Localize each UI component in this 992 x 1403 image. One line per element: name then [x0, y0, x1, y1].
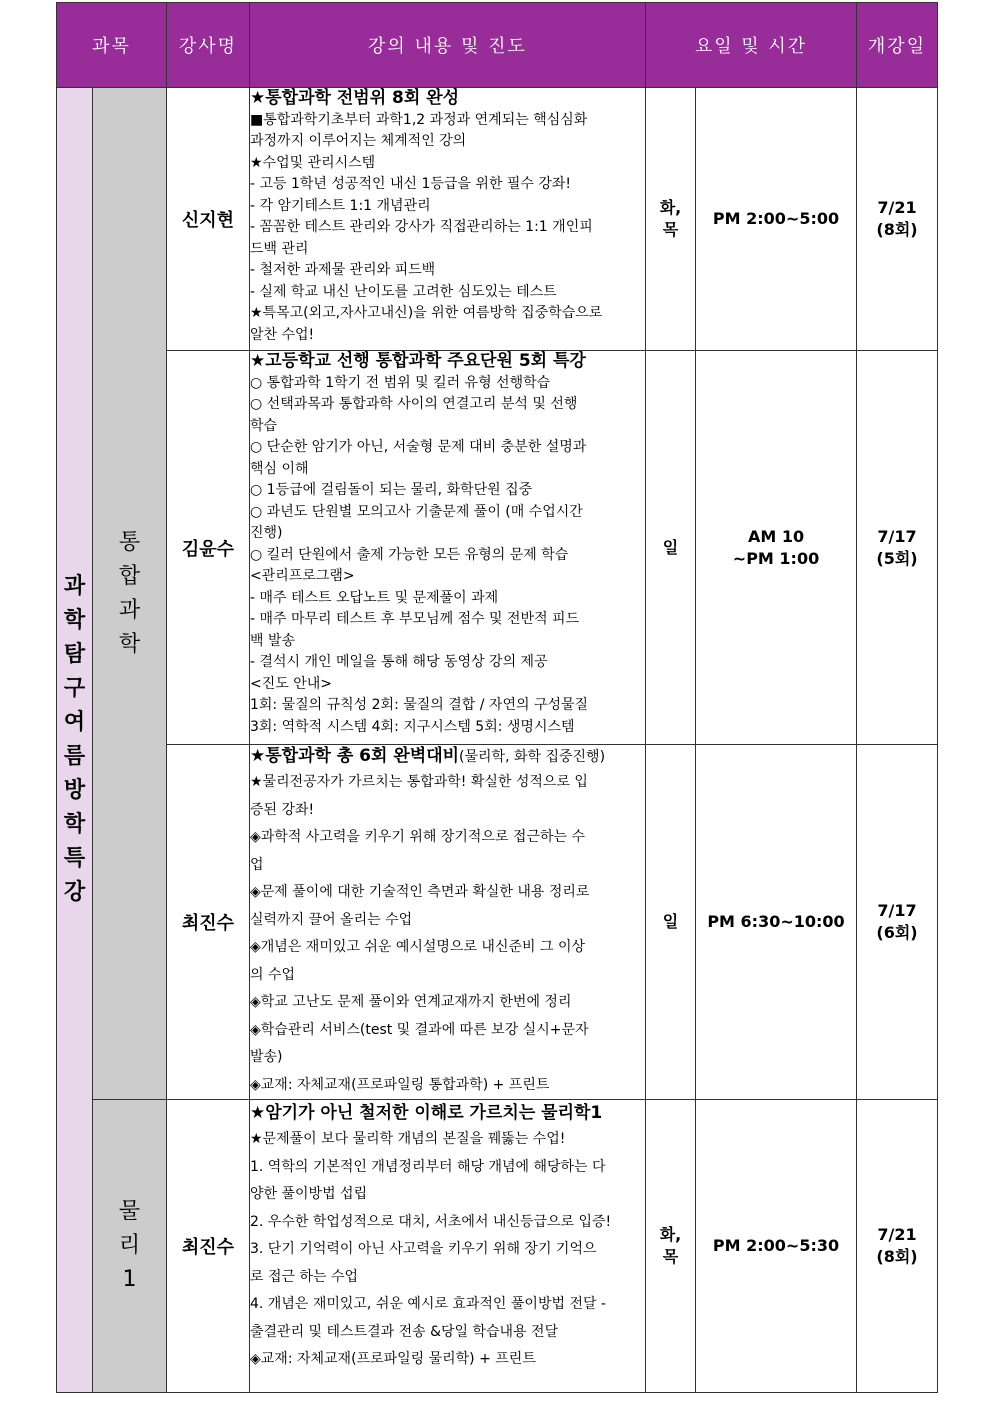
teacher-name: 최진수 — [167, 745, 250, 1100]
start-cell — [857, 1100, 938, 1393]
start-date: 7/21 — [877, 1225, 917, 1244]
teacher-name: 최진수 — [167, 1100, 250, 1393]
content-line: 드백 관리 — [250, 240, 309, 257]
subject-cell-physics1 — [93, 1100, 167, 1393]
content-line: 핵심 이해 — [250, 460, 309, 477]
table-row — [57, 745, 938, 1100]
content-line: 4. 개념은 재미있고, 쉬운 예시로 효과적인 풀이방법 전달 - — [250, 1296, 606, 1312]
start-cell — [857, 88, 938, 351]
content-line: 알찬 수업! — [250, 326, 315, 343]
content-line: 로 접근 하는 수업 — [250, 1268, 359, 1285]
content-line: ○ 과년도 단원별 모의고사 기출문제 풀이 (매 수업시간 — [250, 503, 583, 520]
content-line: 발송) — [250, 1049, 283, 1065]
content-line: ○ 통합과학 1학기 전 범위 및 킬러 유형 선행학습 — [250, 374, 551, 391]
content-line: ★수업및 관리시스템 — [250, 154, 376, 171]
content-line: - 고등 1학년 성공적인 내신 1등급을 위한 필수 강좌! — [250, 176, 572, 192]
course-headline: ★통합과학 전범위 8회 완성 — [250, 88, 460, 108]
time-cell: PM 2:00~5:30 — [696, 1100, 857, 1393]
content-line: - 실제 학교 내신 난이도를 고려한 심도있는 테스트 — [250, 283, 557, 300]
course-content — [250, 88, 646, 351]
start-cell — [857, 351, 938, 745]
time-cell: PM 2:00~5:00 — [696, 88, 857, 351]
content-line: - 매주 테스트 오답노트 및 문제풀이 과제 — [250, 589, 499, 606]
session-count: (5회) — [876, 548, 918, 568]
time-start: AM 10 — [747, 526, 805, 546]
content-line: - 결석시 개인 메일을 통해 해당 동영상 강의 제공 — [250, 654, 548, 670]
course-headline: ★고등학교 선행 통합과학 주요단원 5회 특강 — [250, 351, 586, 371]
start-date: 7/17 — [877, 526, 917, 546]
content-line: 학습 — [250, 417, 278, 434]
content-line: 3회: 역학적 시스템 4회: 지구시스템 5회: 생명시스템 — [250, 718, 575, 735]
content-line: 업 — [250, 856, 264, 873]
day-cell: 일 — [646, 351, 696, 745]
content-line: 1회: 물질의 규칙성 2회: 물질의 결합 / 자연의 구성물질 — [250, 697, 589, 713]
content-line: <관리프로그램> — [250, 568, 355, 584]
subject-label: 물리1 — [118, 1199, 141, 1292]
course-headline — [250, 745, 645, 769]
content-line: 양한 풀이방법 섭립 — [250, 1186, 368, 1202]
course-content — [250, 745, 646, 1100]
content-line: 1. 역학의 기본적인 개념정리부터 해당 개념에 해당하는 다 — [250, 1158, 606, 1175]
content-line: ○ 단순한 암기가 아닌, 서술형 문제 대비 충분한 설명과 — [250, 439, 587, 455]
content-line: 백 발송 — [250, 632, 296, 649]
table-row — [57, 351, 938, 745]
content-line: 진행) — [250, 525, 283, 541]
headline-main: ★통합과학 총 6회 완벽대비 — [250, 746, 460, 766]
course-headline: ★암기가 아닌 철저한 이해로 가르치는 물리학1 — [250, 1103, 603, 1123]
content-line: <진도 안내> — [250, 675, 333, 692]
day-cell — [646, 1100, 696, 1393]
content-line: - 각 암기테스트 1:1 개념관리 — [250, 197, 431, 214]
category-label: 과학탐구 여름방학 특강 — [63, 574, 86, 905]
content-line: ○ 선택과목과 통합과학 사이의 연결고리 분석 및 선행 — [250, 396, 578, 412]
course-content — [250, 351, 646, 745]
content-line: ◈학교 고난도 문제 풀이와 연계교재까지 한번에 정리 — [250, 994, 572, 1010]
header-start: 개강일 — [857, 3, 938, 88]
table-row — [57, 88, 938, 351]
subject-cell-integrated-science — [93, 88, 167, 1100]
content-line: - 꼼꼼한 테스트 관리와 강사가 직접관리하는 1:1 개인피 — [250, 219, 593, 235]
table-row — [57, 1100, 938, 1393]
course-content — [250, 1100, 646, 1393]
headline-note: (물리학, 화학 집중진행) — [459, 749, 606, 765]
day-label: 화,목 — [659, 1225, 682, 1266]
day-cell — [646, 88, 696, 351]
content-line: 3. 단기 기억력이 아닌 사고력을 키우기 위해 장기 기억으 — [250, 1241, 597, 1257]
content-line: 증된 강좌! — [250, 801, 315, 818]
content-line: ○ 1등급에 걸림돌이 되는 물리, 화학단원 집중 — [250, 482, 533, 498]
content-line: ◈교재: 자체교재(프로파일링 통합과학) + 프린트 — [250, 1076, 550, 1093]
content-line: ◈교재: 자체교재(프로파일링 물리학) + 프린트 — [250, 1351, 536, 1367]
time-cell — [696, 351, 857, 745]
time-end: ~PM 1:00 — [732, 548, 820, 568]
content-line: ◈학습관리 서비스(test 및 결과에 따른 보강 실시+문자 — [250, 1021, 589, 1038]
content-line: ★특목고(외고,자사고내신)을 위한 여름방학 집중학습으로 — [250, 305, 603, 321]
content-line: 실력까지 끌어 올리는 수업 — [250, 911, 413, 928]
schedule-table — [56, 2, 938, 1393]
content-line: ★문제풀이 보다 물리학 개념의 본질을 꿰뚫는 수업! — [250, 1131, 566, 1147]
content-line: 과정까지 이루어지는 체계적인 강의 — [250, 133, 467, 149]
day-cell: 일 — [646, 745, 696, 1100]
header-subject: 과목 — [57, 3, 167, 88]
content-line: ◈문제 풀이에 대한 기술적인 측면과 확실한 내용 정리로 — [250, 884, 590, 900]
session-count: (8회) — [876, 1247, 918, 1266]
day-label: 화,목 — [659, 198, 682, 239]
category-cell — [57, 88, 93, 1393]
teacher-name: 김윤수 — [167, 351, 250, 745]
content-line: 출결관리 및 테스트결과 전송 &당일 학습내용 전달 — [250, 1323, 559, 1340]
content-line: ○ 킬러 단원에서 출제 가능한 모든 유형의 문제 학습 — [250, 546, 569, 563]
header-content: 강의 내용 및 진도 — [250, 3, 646, 88]
content-line: - 매주 마무리 테스트 후 부모님께 점수 및 전반적 피드 — [250, 611, 580, 627]
time-cell: PM 6:30~10:00 — [696, 745, 857, 1100]
content-line: ■통합과학기초부터 과학1,2 과정과 연계되는 핵심심화 — [250, 111, 588, 128]
subject-label: 통합과학 — [118, 529, 141, 657]
header-schedule: 요일 및 시간 — [646, 3, 857, 88]
content-line: ◈과학적 사고력을 키우기 위해 장기적으로 접근하는 수 — [250, 829, 585, 845]
header-teacher: 강사명 — [167, 3, 250, 88]
content-line: ◈개념은 재미있고 쉬운 예시설명으로 내신준비 그 이상 — [250, 939, 585, 955]
start-date: 7/17 — [877, 901, 917, 920]
header-row — [57, 3, 938, 88]
start-date: 7/21 — [877, 198, 917, 217]
content-line: 2. 우수한 학업성적으로 대치, 서초에서 내신등급으로 입증! — [250, 1213, 612, 1230]
teacher-name: 신지현 — [167, 88, 250, 351]
session-count: (6회) — [876, 923, 918, 942]
content-line: 의 수업 — [250, 966, 296, 983]
session-count: (8회) — [876, 220, 918, 239]
content-line: - 철저한 과제물 관리와 피드백 — [250, 262, 436, 278]
content-line: ★물리전공자가 가르치는 통합과학! 확실한 성적으로 입 — [250, 774, 588, 790]
start-cell — [857, 745, 938, 1100]
